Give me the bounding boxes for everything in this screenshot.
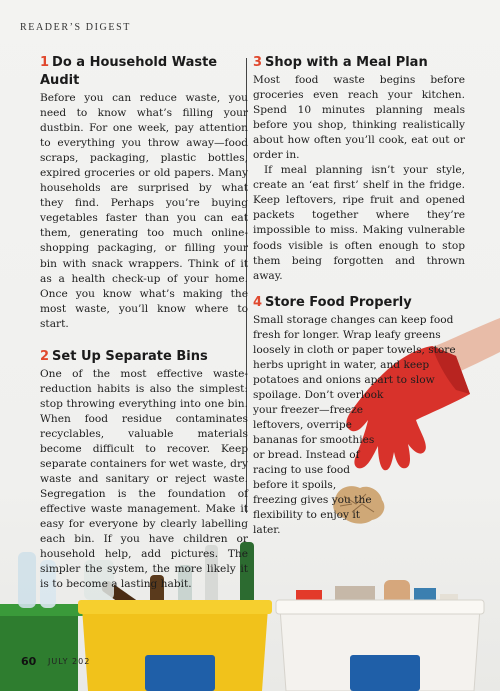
section-paragraph: If meal planning isn’t your style, create an ‘eat first’ shelf in the fridge. Keep leftovers, ripe fruit and opened packets together where they’re impossible to miss. Making vulnerable foods visible is often enough to stop them being forgotten and thrown away.	[253, 164, 465, 282]
section-2	[40, 348, 248, 593]
section-heading	[40, 54, 248, 90]
section-number: 3	[253, 55, 263, 70]
masthead: READER’S DIGEST	[20, 22, 131, 33]
section-heading	[40, 348, 248, 366]
section-1	[40, 54, 248, 332]
section-title: Do a Household Waste Audit	[40, 55, 218, 88]
section-paragraph: Before you can reduce waste, you need to know what’s filling your dustbin. For one week, pay attention to everything you throw away—food scraps, packaging, plastic bottles, expired groceries or old papers. Many households are surprised by what they find. Perhaps you’re buying vegetables faster than you can eat them, generating too much online-shopping packaging, or filling your bin with snack wrappers. Think of it as a health check-up of your home. Once you know what’s making the most waste, you’ll know where to start.	[40, 92, 248, 330]
section-number: 2	[40, 348, 50, 364]
green-bin-icon	[0, 604, 86, 691]
left-column	[40, 54, 248, 592]
section-3	[253, 54, 465, 284]
section-paragraph: Most food waste begins before groceries even reach your kitchen. Spend 10 minutes planning meals before you shop, thinking realistically about how often you’ll cook, eat out or order in.	[253, 74, 465, 162]
right-column	[253, 54, 465, 538]
section-title: Shop with a Meal Plan	[265, 55, 428, 70]
yellow-bin-icon	[78, 600, 272, 691]
section-title: Store Food Properly	[265, 294, 412, 310]
white-bin-icon	[276, 600, 484, 691]
section-heading	[253, 54, 465, 72]
section-4	[253, 294, 465, 539]
section-title: Set Up Separate Bins	[52, 348, 208, 364]
issue-date: JULY 202	[48, 657, 91, 666]
section-number: 1	[40, 55, 50, 70]
page-number: 60	[21, 655, 37, 668]
section-number: 4	[253, 294, 263, 310]
section-paragraph: Small storage changes can keep food fresh for longer. Wrap leafy greens loosely in cloth or paper towels, store herbs upright in water, and keep potatoes and onions apart to slow spoilage. Don’t overlook your freezer—freeze leftovers, overripe bananas for smoothies or bread. Instead of racing to use food before it spoils, freezing gives you the flexibility to enjoy it later.	[253, 313, 456, 537]
section-paragraph: One of the most effective waste-reduction habits is also the simplest: stop throwing everything into one bin. When food residue contaminates recyclables, valuable materials become difficult to recover. Keep separate containers for wet waste, dry waste and sanitary or reject waste. Segregation is the foundation of effective waste management. Make it easy for everyone by clearly labelling each bin. If you have children or household help, add pictures. The simpler the system, the more likely it is to become a lasting habit.	[40, 367, 248, 591]
section-heading	[253, 294, 465, 312]
